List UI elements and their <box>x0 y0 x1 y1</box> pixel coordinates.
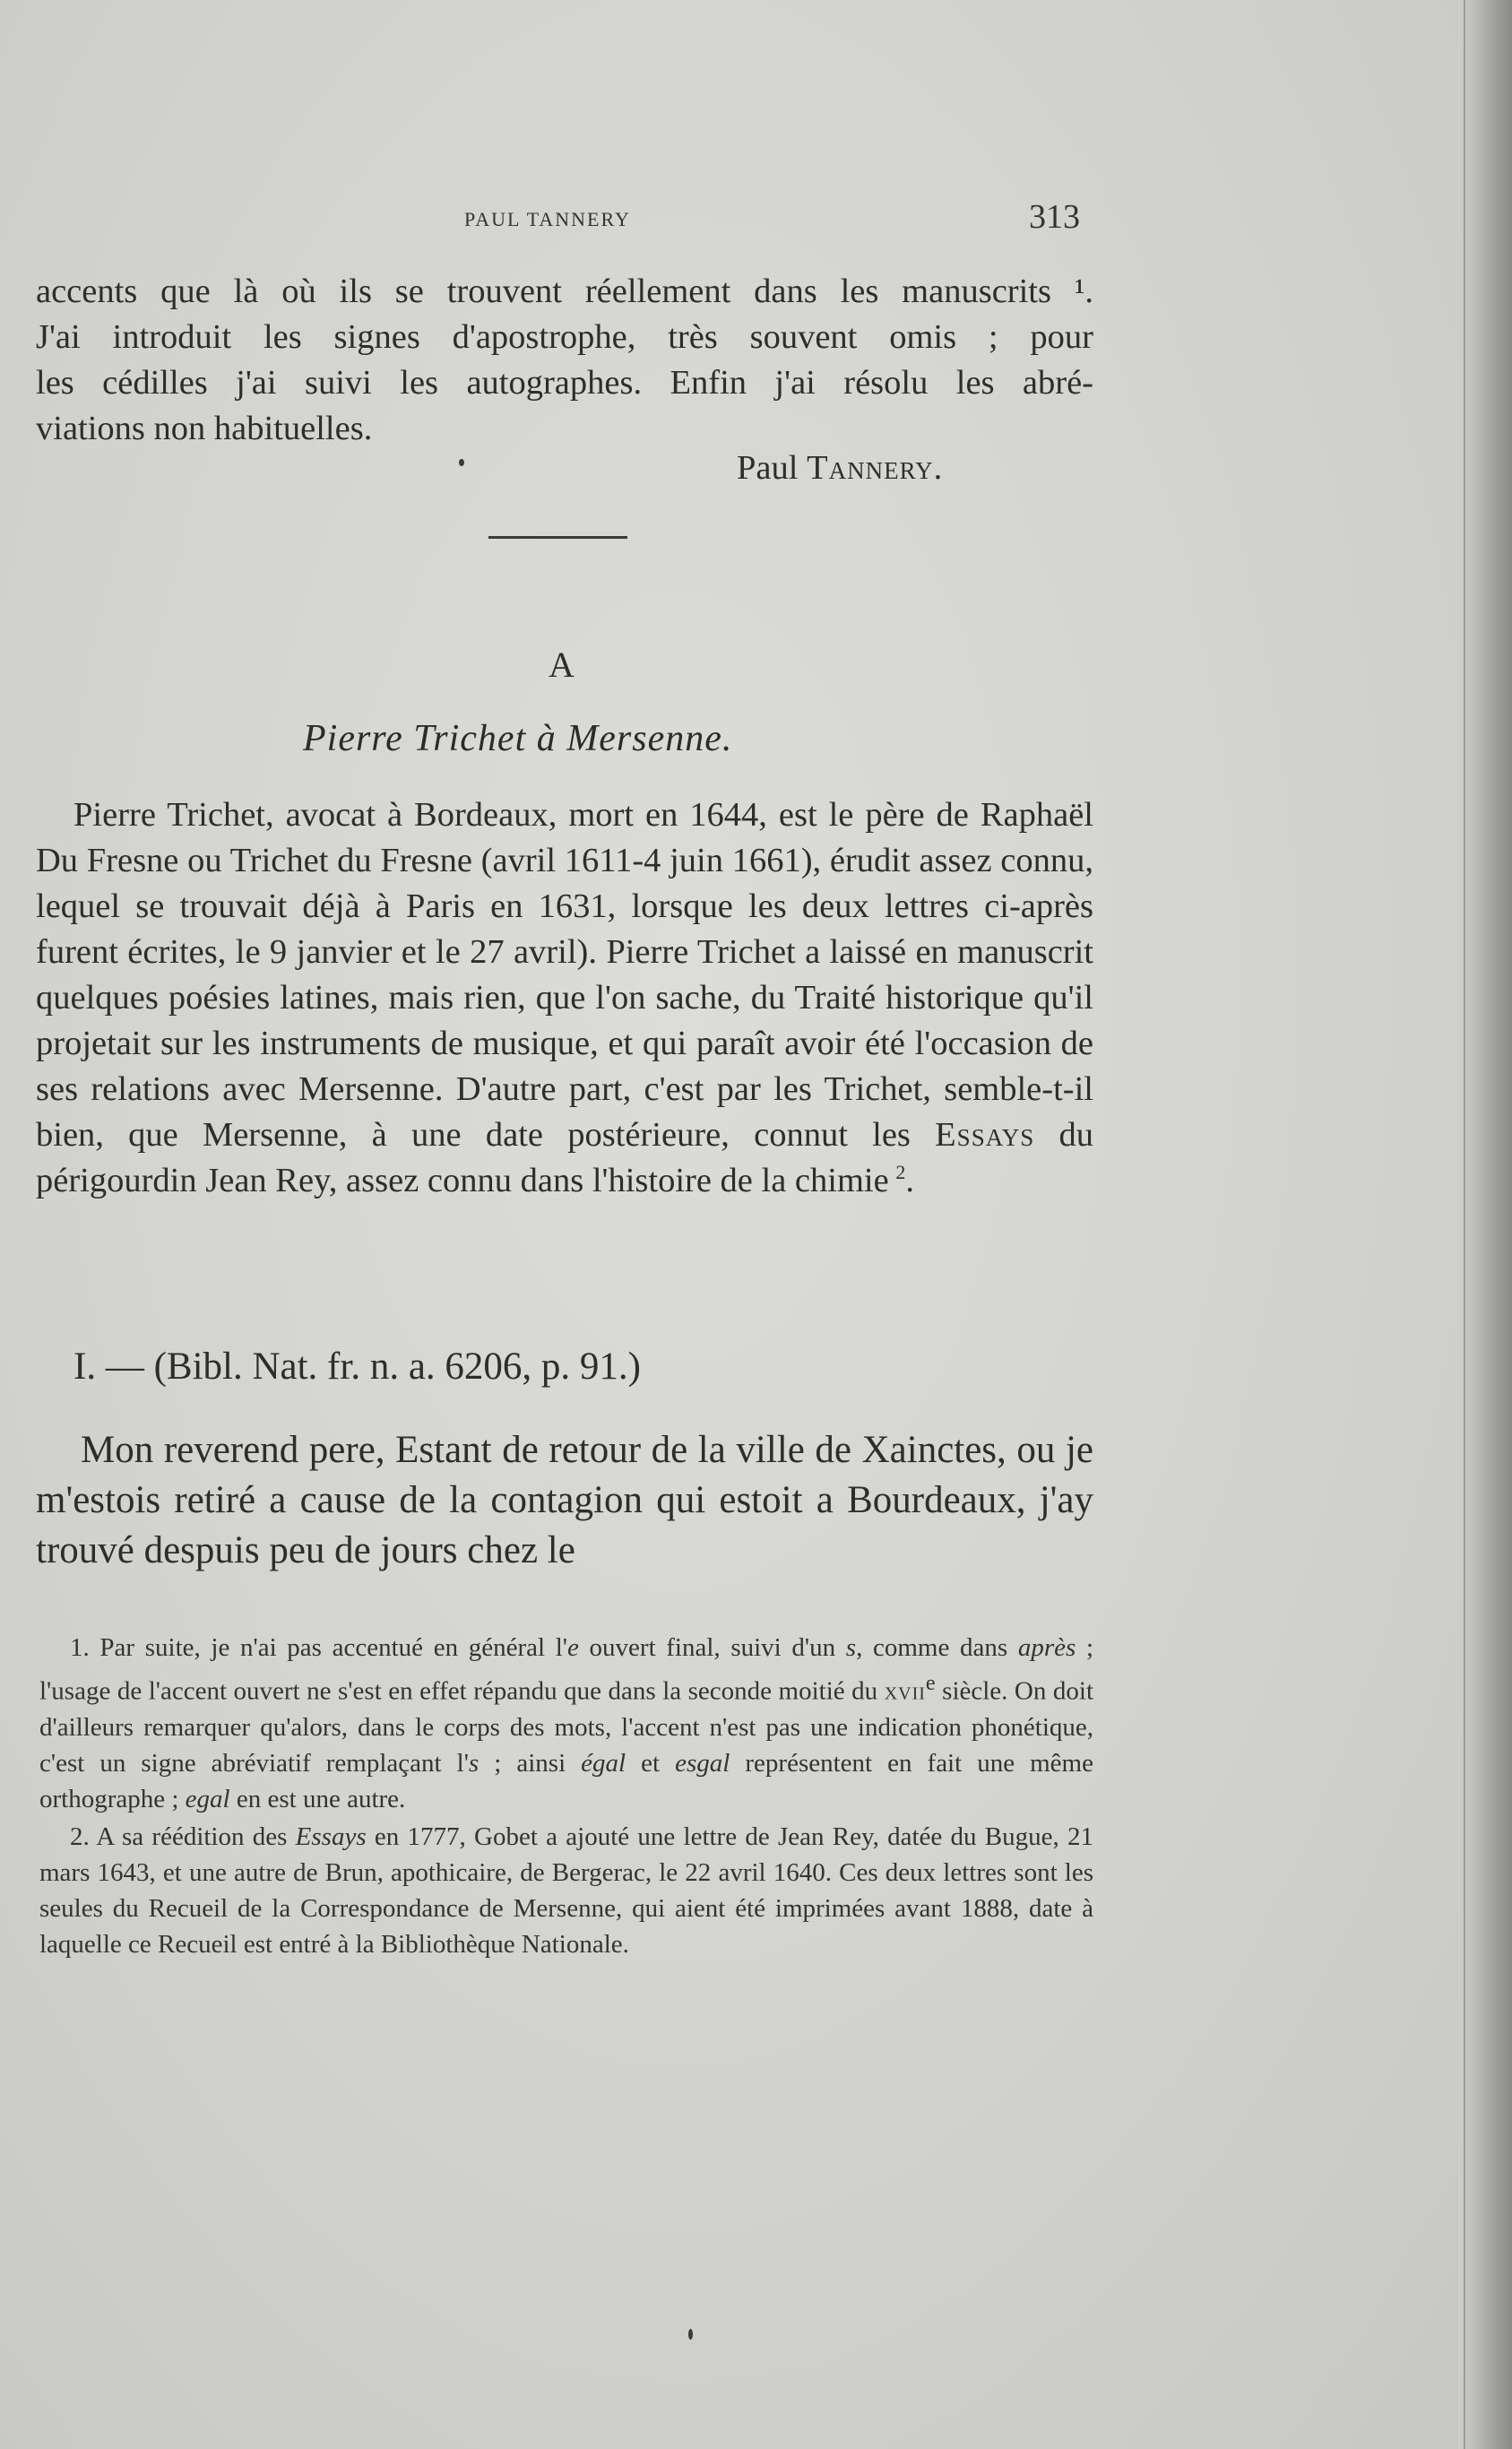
intro-paragraph <box>36 269 1093 452</box>
footnote-text: ; l'usage de l'accent ouvert ne s'est en effet répandu que dans la seconde moitié du <box>39 1633 1093 1706</box>
footnote-text: représentent en fait une même orthographe ; <box>39 1748 1093 1813</box>
footnote-text: en est une autre. <box>229 1784 406 1813</box>
footnote-text: , comme dans <box>856 1633 1018 1662</box>
footnote-text: 2. A sa réédition des <box>70 1822 296 1851</box>
footnote-text: 1. Par suite, je n'ai pas accentué en général l' <box>70 1633 567 1662</box>
footnote-text: et <box>626 1748 676 1778</box>
footnote-1 <box>39 1630 1093 1817</box>
footnote-italic: s <box>845 1633 857 1662</box>
signature-first-name: Paul <box>737 449 799 487</box>
letter-heading: I. — (Bibl. Nat. fr. n. a. 6206, p. 91.) <box>73 1346 641 1388</box>
notice-paragraph <box>36 792 1093 1204</box>
footnote-reference[interactable]: 2 <box>895 1161 906 1184</box>
letter-paragraph: Mon reverend pere, Estant de retour de la ville de Xainctes, ou je m'estois retiré a cause de la contagion qui estoit a Bourdeaux, j'ay trouvé despuis peu de jours chez le <box>36 1429 1093 1571</box>
footnote-italic: après <box>1017 1633 1076 1662</box>
page-number: 313 <box>1029 198 1080 236</box>
intro-line: les cédilles j'ai suivi les autographes. Enfin j'ai résolu les abré- <box>36 364 1093 402</box>
footnote-superscript: e <box>925 1671 936 1695</box>
running-head: PAUL TANNERY <box>464 208 631 230</box>
section-divider <box>488 536 627 539</box>
signature <box>737 448 943 488</box>
footnote-2 <box>39 1819 1093 1962</box>
stray-mark <box>688 2329 693 2340</box>
notice-essays-word: Essays <box>935 1116 1035 1154</box>
footnote-text: ; ainsi <box>479 1748 582 1778</box>
section-title: Pierre Trichet à Mersenne. <box>303 718 733 759</box>
section-letter: A <box>549 645 575 685</box>
intro-line: viations non habituelles. <box>36 410 373 447</box>
footnote-text: siècle. On doit d'ailleurs remarquer qu'alors, dans le corps des mots, l'accent n'est pas une indication phonétique, c'est un signe abréviatif remplaçant l' <box>39 1676 1093 1778</box>
footnotes <box>39 1630 1093 1964</box>
footnote-italic: égal <box>581 1748 626 1778</box>
footnote-century: xvii <box>884 1676 926 1706</box>
notice-text: Pierre Trichet, avocat à Bordeaux, mort en 1644, est le père de Raphaël Du Fresne ou Trichet du Fresne (avril 1611-4 juin 1661), érudit assez connu, lequel se trouvait déjà à Paris en 1631, lorsque les deux lettres ci-après furent écrites, le 9 janvier et le 27 avril). Pierre Trichet a laissé en manuscrit quelques poésies latines, mais rien, que l'on sache, du Traité historique qu'il projetait sur les instruments de musique, et qui paraît avoir été l'occasion de ses relations avec Mersenne. D'autre part, c'est par les Trichet, semble-t-il bien, que Mersenne, à une date postérieure, connut les <box>36 796 1093 1154</box>
footnote-text: ouvert final, suivi d'un <box>578 1633 846 1662</box>
stray-mark <box>459 459 464 466</box>
footnote-text: en 1777, Gobet a ajouté une lettre de Jean Rey, datée du Bugue, 21 mars 1643, et une autre de Brun, apothicaire, de Bergerac, le 22 avril 1640. Ces deux lettres sont les seules du Recueil de la Correspondance de Mersenne, qui aient été imprimées avant 1888, date à laquelle ce Recueil est entré à la Bibliothèque Nationale. <box>39 1822 1093 1959</box>
footnote-italic: esgal <box>675 1748 730 1778</box>
intro-line: J'ai introduit les signes d'apostrophe, très souvent omis ; pour <box>36 318 1093 356</box>
notice-text-end: du périgourdin Jean Rey, assez connu dans l'histoire de la chimie <box>36 1116 1093 1199</box>
footnote-italic: Essays <box>295 1822 367 1851</box>
page-gutter-shadow <box>1458 0 1512 2449</box>
intro-line: accents que là où ils se trouvent réellement dans les manuscrits ¹. <box>36 273 1093 310</box>
footnote-italic: egal <box>185 1784 230 1813</box>
footnote-italic: e <box>567 1633 579 1662</box>
footnote-italic: s <box>468 1748 480 1778</box>
binding-edge <box>1464 0 1465 2449</box>
signature-last-name: Tannery. <box>807 449 944 487</box>
notice-period: . <box>905 1162 915 1199</box>
